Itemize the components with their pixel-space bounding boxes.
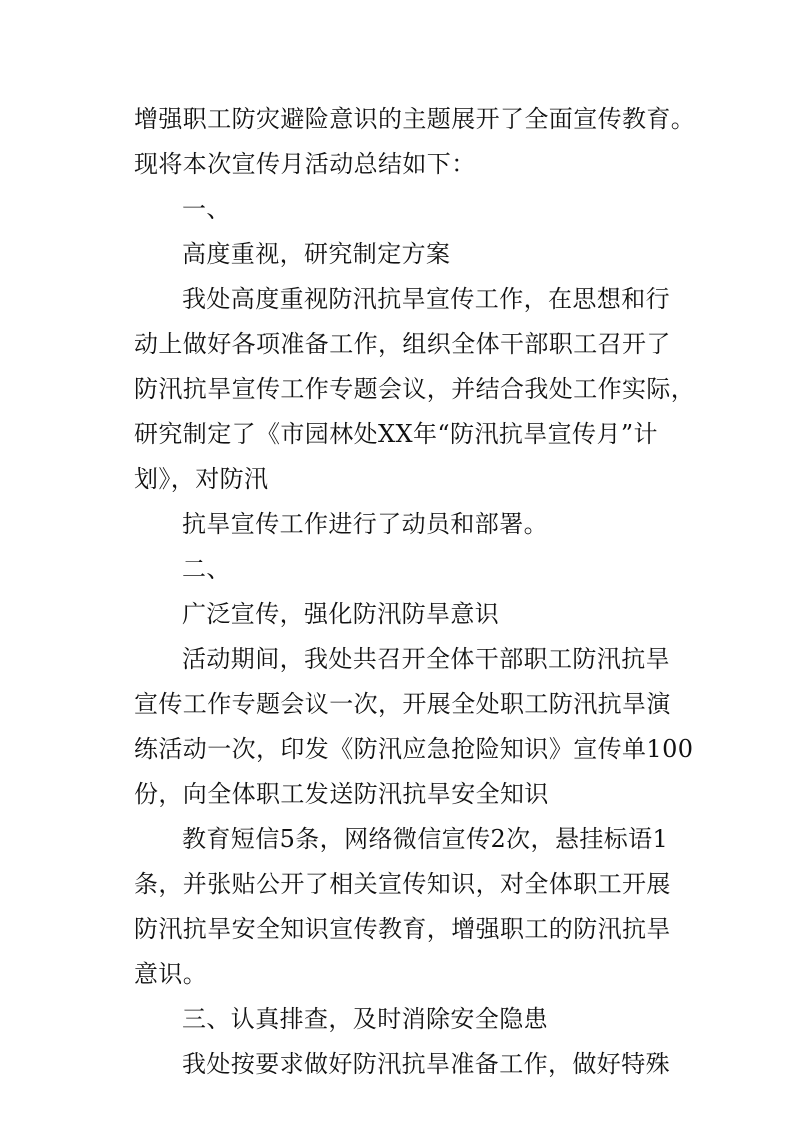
text-line: 练活动一次，印发《防汛应急抢险知识》宣传单100 — [134, 735, 694, 763]
section-heading: 三、认真排查，及时消除安全隐患 — [182, 1005, 548, 1033]
text-line: 研究制定了《市园林处XX年“防汛抗旱宣传月”计 — [134, 420, 658, 448]
section-heading: 高度重视，研究制定方案 — [182, 240, 451, 268]
section-number: 二、 — [182, 555, 231, 583]
text-line: 防汛抗旱宣传工作专题会议，并结合我处工作实际， — [134, 375, 696, 403]
text-line: 防汛抗旱安全知识宣传教育，增强职工的防汛抗旱 — [134, 915, 671, 943]
text-line: 活动期间，我处共召开全体干部职工防汛抗旱 — [182, 645, 670, 673]
document-body — [134, 97, 696, 1087]
text-line: 我处按要求做好防汛抗旱准备工作，做好特殊 — [182, 1050, 670, 1078]
text-line: 划》，对防汛 — [134, 465, 269, 493]
text-line: 意识。 — [134, 960, 208, 988]
text-line: 教育短信5条，网络微信宣传2次，悬挂标语1 — [182, 825, 669, 853]
text-line: 动上做好各项准备工作，组织全体干部职工召开了 — [134, 330, 671, 358]
section-heading: 广泛宣传，强化防汛防旱意识 — [182, 600, 500, 628]
text-line: 条，并张贴公开了相关宣传知识，对全体职工开展 — [134, 870, 671, 898]
text-line: 抗旱宣传工作进行了动员和部署。 — [182, 510, 548, 538]
section-number: 一、 — [182, 195, 231, 223]
text-line: 现将本次宣传月活动总结如下： — [134, 150, 476, 178]
text-line: 份，向全体职工发送防汛抗旱安全知识 — [134, 780, 549, 808]
text-line: 宣传工作专题会议一次，开展全处职工防汛抗旱演 — [134, 690, 671, 718]
text-line: 我处高度重视防汛抗旱宣传工作，在思想和行 — [182, 285, 670, 313]
text-line: 增强职工防灾避险意识的主题展开了全面宣传教育。 — [134, 105, 696, 133]
